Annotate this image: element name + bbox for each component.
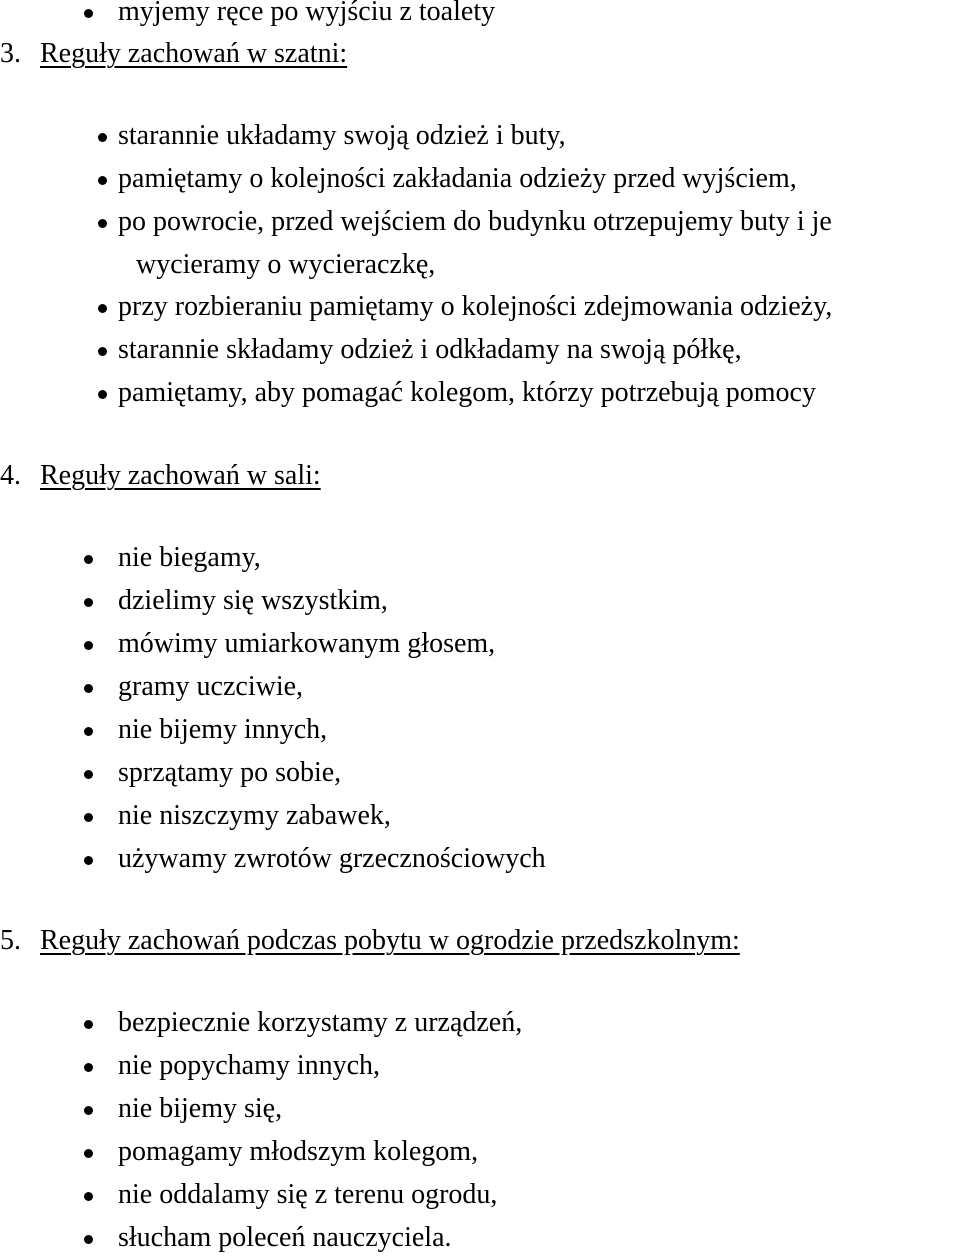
list-item: nie bijemy innych,	[118, 714, 328, 745]
bullet-dot	[84, 727, 93, 736]
bullet-dot	[84, 1063, 93, 1072]
list-item: używamy zwrotów grzecznościowych	[118, 843, 546, 874]
bullet-dot	[84, 1235, 93, 1244]
list-item: starannie składamy odzież i odkładamy na swoją półkę,	[118, 334, 742, 365]
bullet-dot	[84, 856, 93, 865]
list-item: sprzątamy po sobie,	[118, 757, 342, 788]
bullet-dot	[98, 133, 107, 142]
list-item: pamiętamy, aby pomagać kolegom, którzy potrzebują pomocy	[118, 377, 816, 408]
bullet-dot	[98, 219, 107, 228]
list-item: nie niszczymy zabawek,	[118, 800, 391, 831]
bullet-dot	[84, 813, 93, 822]
bullet-dot	[84, 684, 93, 693]
bullet-dot	[98, 390, 107, 399]
list-item: mówimy umiarkowanym głosem,	[118, 628, 496, 659]
bullet-dot	[98, 347, 107, 356]
list-item: dzielimy się wszystkim,	[118, 585, 388, 616]
bullet-dot	[84, 1192, 93, 1201]
list-item: pomagamy młodszym kolegom,	[118, 1136, 479, 1167]
bullet-dot	[84, 770, 93, 779]
list-item-continuation: wycieramy o wycieraczkę,	[136, 249, 436, 280]
list-item: nie oddalamy się z terenu ogrodu,	[118, 1179, 498, 1210]
list-item: bezpiecznie korzystamy z urządzeń,	[118, 1007, 523, 1038]
section-title: Reguły zachowań w sali:	[40, 460, 321, 491]
list-item: nie popychamy innych,	[118, 1050, 381, 1081]
bullet-dot	[84, 555, 93, 564]
list-item: po powrocie, przed wejściem do budynku otrzepujemy buty i je	[118, 206, 832, 237]
bullet-dot	[84, 641, 93, 650]
section-title: Reguły zachowań w szatni:	[40, 38, 348, 69]
bullet-dot	[84, 598, 93, 607]
bullet-dot	[84, 1149, 93, 1158]
bullet-dot	[84, 9, 93, 18]
bullet-dot	[98, 304, 107, 313]
section-number: 4.	[0, 460, 21, 491]
bullet-dot	[84, 1106, 93, 1115]
bullet-dot	[84, 1020, 93, 1029]
section-number: 3.	[0, 38, 21, 69]
list-item: gramy uczciwie,	[118, 671, 304, 702]
list-item: nie bijemy się,	[118, 1093, 283, 1124]
list-item: pamiętamy o kolejności zakładania odzieży przed wyjściem,	[118, 163, 797, 194]
list-item: słucham poleceń nauczyciela.	[118, 1222, 452, 1253]
list-item: starannie układamy swoją odzież i buty,	[118, 120, 566, 151]
list-item: nie biegamy,	[118, 542, 261, 573]
section-title: Reguły zachowań podczas pobytu w ogrodzie przedszkolnym:	[40, 925, 740, 956]
list-item: myjemy ręce po wyjściu z toalety	[118, 0, 496, 27]
list-item: przy rozbieraniu pamiętamy o kolejności zdejmowania odzieży,	[118, 291, 833, 322]
bullet-dot	[98, 176, 107, 185]
section-number: 5.	[0, 925, 21, 956]
